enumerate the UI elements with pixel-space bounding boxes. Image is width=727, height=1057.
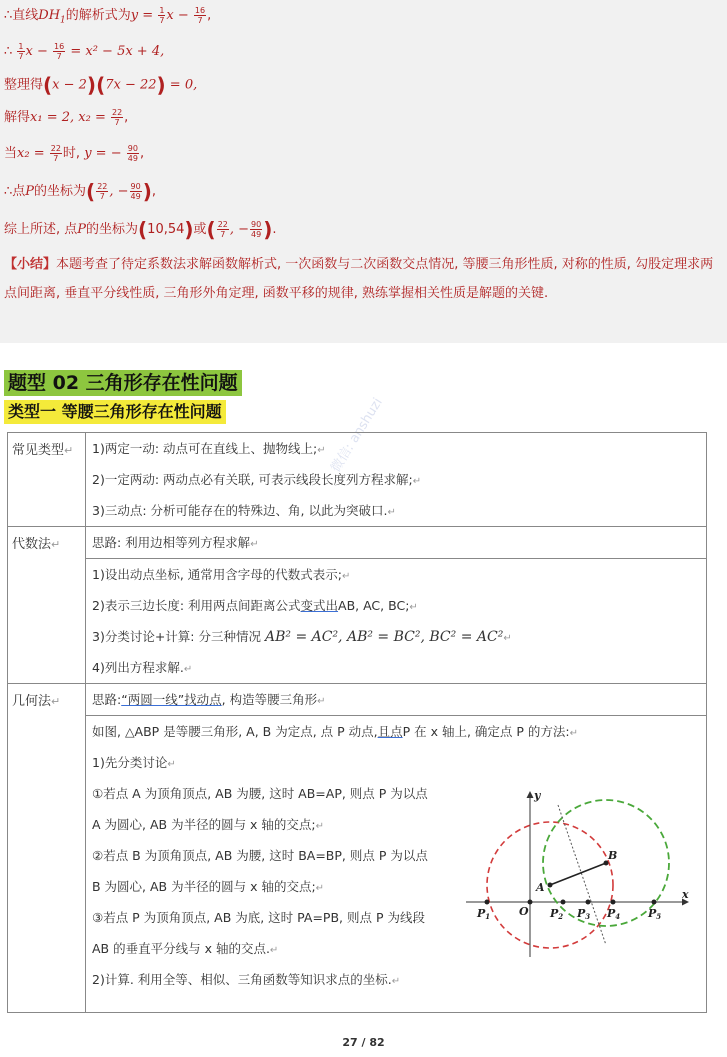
frac-den: 49 xyxy=(251,230,262,239)
item-text: 1)先分类讨论 xyxy=(92,755,168,770)
label-p4-sub: 4 xyxy=(615,912,621,921)
text: ∴直线 xyxy=(4,8,39,23)
label-p5 xyxy=(647,907,661,921)
table-row-algebraic-steps xyxy=(8,559,707,684)
text: , xyxy=(207,8,212,23)
text: 或 xyxy=(193,222,207,237)
row-label: 常见类型↵ xyxy=(8,433,86,527)
idea-line: 思路:“两圆一线”找动点, 构造等腰三角形↵ xyxy=(92,692,326,707)
label-p4-letter: P xyxy=(607,907,616,920)
label-p5-sub: 5 xyxy=(656,912,662,921)
frac-num: 1 xyxy=(159,6,165,15)
math-expr: x₂ = xyxy=(78,110,106,125)
fraction xyxy=(111,108,123,127)
label-o: O xyxy=(519,905,529,918)
item-text: 2)计算. 利用全等、相似、三角函数等知识求点的坐标. xyxy=(92,972,392,987)
item-text: 2)表示三边长度: 利用两点间距离公式 xyxy=(92,598,301,613)
frac-num: 90 xyxy=(130,182,141,191)
list-item: 1)设出动点坐标, 通常用含字母的代数式表示;↵ xyxy=(92,567,351,582)
perpendicular-bisector xyxy=(558,805,606,945)
solution-block xyxy=(0,0,727,343)
point-p1 xyxy=(485,900,490,905)
solution-line-6: ∴点P的坐标为( $\frac{22}{7}$ , − $\frac{90}{49}$ ), xyxy=(4,179,157,204)
solution-line-5 xyxy=(4,144,144,163)
idea-line: 思路: 利用边相等列方程求解↵ xyxy=(92,535,259,550)
frac-num: 22 xyxy=(50,144,61,153)
math-expr: = 0, xyxy=(169,77,198,93)
fraction xyxy=(17,42,24,61)
fraction xyxy=(194,6,206,25)
text: , xyxy=(139,146,145,161)
math-expr: x − 2 xyxy=(52,77,87,93)
summary-tag: 【小结】 xyxy=(4,257,57,272)
item-text: ①若点 A 为顶角顶点, AB 为腰, 这时 AB=AP, 则点 P 为以点 xyxy=(92,786,428,801)
frac-num: 90 xyxy=(251,220,262,229)
page-number: 27 / 82 xyxy=(342,1036,385,1049)
frac-den: 49 xyxy=(127,154,138,163)
label-p5-letter: P xyxy=(648,907,657,920)
underlined-text: 且点 xyxy=(377,724,403,739)
list-item: A 为圆心, AB 为半径的圆与 x 轴的交点;↵ xyxy=(92,817,325,832)
label-p2-letter: P xyxy=(550,907,559,920)
frac-den: 7 xyxy=(114,118,120,127)
isosceles-diagram xyxy=(466,787,696,962)
item-text: AB, AC, BC; xyxy=(338,598,410,613)
list-item: 2)表示三边长度: 利用两点间距离公式变式出AB, AC, BC;↵ xyxy=(92,598,418,613)
solution-line-3: 整理得(x − 2)(7x − 22) = 0, xyxy=(4,73,198,97)
item-text: 1)设出动点坐标, 通常用含字母的代数式表示; xyxy=(92,567,342,582)
label-p2 xyxy=(549,907,563,921)
label-x: x xyxy=(682,888,689,901)
math-expr: y = xyxy=(130,8,154,23)
frac-den: 7 xyxy=(18,52,24,61)
underlined-text: “两圆一线”找动点 xyxy=(121,692,222,707)
label-y: y xyxy=(534,789,541,802)
fraction xyxy=(127,144,139,163)
fraction xyxy=(250,220,262,239)
math-expr: x − xyxy=(166,8,189,23)
label-p1 xyxy=(476,907,490,921)
point-a xyxy=(548,883,553,888)
frac-num: 22 xyxy=(111,108,123,117)
frac-den: 49 xyxy=(130,192,141,201)
text: 的解析式为 xyxy=(65,8,131,23)
text: ∴ xyxy=(4,44,13,59)
item-text: 如图, △ABP 是等腰三角形, A, B 为定点, 点 P 动点, xyxy=(92,724,378,739)
frac-den: 7 xyxy=(56,52,62,61)
label-b: B xyxy=(608,849,618,862)
row-label: 代数法↵ xyxy=(8,527,86,684)
text: 综上所述, 点 xyxy=(4,222,78,237)
math-var: P xyxy=(77,222,87,237)
math-expr: , − xyxy=(109,184,129,199)
list-item: AB 的垂直平分线与 x 轴的交点.↵ xyxy=(92,941,279,956)
label-p4 xyxy=(606,907,620,921)
list-item: 1)先分类讨论↵ xyxy=(92,755,176,770)
math-sub: 1 xyxy=(60,15,66,26)
table-row-algebraic-idea xyxy=(8,527,707,559)
list-item: B 为圆心, AB 为半径的圆与 x 轴的交点;↵ xyxy=(92,879,325,894)
item-text: 4)列出方程求解. xyxy=(92,660,184,675)
math-expr: x₂ = xyxy=(17,146,45,161)
solution-line-1 xyxy=(4,6,211,30)
label-p3-sub: 3 xyxy=(585,912,591,921)
list-item: 1)两定一动: 动点可在直线上、抛物线上;↵ xyxy=(92,441,326,456)
fraction xyxy=(53,42,65,61)
text: 解得 xyxy=(4,110,31,125)
row-content xyxy=(86,559,707,684)
item-text: 思路: 利用边相等列方程求解 xyxy=(92,535,251,550)
label-text: 几何法 xyxy=(12,694,52,709)
text: 时, xyxy=(62,146,81,161)
list-item: 4)列出方程求解.↵ xyxy=(92,660,193,675)
text: 当 xyxy=(4,146,18,161)
fraction xyxy=(158,6,165,25)
list-item: 3)分类讨论+计算: 分三种情况 AB² = AC², AB² = BC², BC² = AC²↵ xyxy=(92,629,512,645)
frac-num: 1 xyxy=(18,42,24,51)
list-item: 如图, △ABP 是等腰三角形, A, B 为定点, 点 P 动点,且点P 在 x 轴上, 确定点 P 的方法:↵ xyxy=(92,724,579,739)
item-text: ③若点 P 为顶角顶点, AB 为底, 这时 PA=PB, 则点 P 为线段 xyxy=(92,910,425,925)
frac-num: 22 xyxy=(97,182,108,191)
label-p3 xyxy=(576,907,590,921)
summary-text: 本题考查了待定系数法求解函数解析式, 一次函数与二次函数交点情况, 等腰三角形性质, 对称的性质, 勾股定理求两点间距离, 垂直平分线性质, 三角形外角定理, 函数平移的规律, 熟练掌握相关性质是解题的关键. xyxy=(4,257,714,301)
item-text: 3)分类讨论+计算: 分三种情况 xyxy=(92,629,261,644)
math-expr: = x² − 5x + 4, xyxy=(70,44,165,59)
item-text: AB 的垂直平分线与 x 轴的交点. xyxy=(92,941,270,956)
math-expr: y = − xyxy=(84,146,122,161)
solution-line-7: 综上所述, 点P的坐标为(10,54)或( $\frac{22}{7}$ , − $\frac{90}{49}$ ). xyxy=(4,217,277,242)
math-var: DH xyxy=(38,8,61,23)
fraction xyxy=(50,144,62,163)
fraction xyxy=(96,182,108,201)
point-o xyxy=(528,900,533,905)
item-text: , 构造等腰三角形 xyxy=(221,692,318,707)
point-p4 xyxy=(611,900,616,905)
math-expr: , − xyxy=(229,222,250,237)
label-p1-letter: P xyxy=(477,907,486,920)
math-expr: 7x − 22 xyxy=(105,77,157,93)
item-text: 思路: xyxy=(92,692,122,707)
text: 的坐标为 xyxy=(34,184,87,199)
row-content xyxy=(86,684,707,716)
table-row-geometric-idea xyxy=(8,684,707,716)
formula: AB² = AC², AB² = BC², BC² = AC² xyxy=(264,629,504,645)
label-text: 常见类型 xyxy=(12,443,65,458)
row-content xyxy=(86,527,707,559)
label-a: A xyxy=(536,881,545,894)
point-p2 xyxy=(561,900,566,905)
segment-ab xyxy=(550,863,606,885)
frac-den: 7 xyxy=(53,154,59,163)
frac-num: 16 xyxy=(54,42,65,51)
label-p3-letter: P xyxy=(577,907,586,920)
frac-den: 7 xyxy=(159,16,165,25)
summary-paragraph xyxy=(4,250,722,308)
section-heading: 题型 02 三角形存在性问题 xyxy=(4,370,242,396)
watermark: 微信: anshuzi xyxy=(328,395,386,476)
math-expr: x₁ = 2, xyxy=(30,110,75,125)
text: . xyxy=(272,222,277,237)
text: , xyxy=(151,184,157,199)
item-text: B 为圆心, AB 为半径的圆与 x 轴的交点; xyxy=(92,879,316,894)
label-text: 代数法 xyxy=(12,537,52,552)
solution-line-2 xyxy=(4,42,164,61)
subsection-heading: 类型一 等腰三角形存在性问题 xyxy=(4,400,226,424)
math-expr: x − xyxy=(25,44,48,59)
frac-den: 7 xyxy=(220,230,226,239)
fraction xyxy=(217,220,229,239)
item-text: 1)两定一动: 动点可在直线上、抛物线上; xyxy=(92,441,318,456)
item-text: P 在 x 轴上, 确定点 P 的方法: xyxy=(402,724,570,739)
row-label: 几何法↵ xyxy=(8,684,86,1013)
frac-num: 16 xyxy=(194,6,206,15)
text: 整理得 xyxy=(4,77,44,93)
point-p3 xyxy=(586,900,591,905)
list-item: 3)三动点: 分析可能存在的特殊边、角, 以此为突破口.↵ xyxy=(92,503,396,518)
label-p2-sub: 2 xyxy=(558,912,564,921)
label-p1-sub: 1 xyxy=(485,912,491,921)
table-row-common-types xyxy=(8,433,707,527)
point-p5 xyxy=(652,900,657,905)
item-text: 2)一定两动: 两动点必有关联, 可表示线段长度列方程求解; xyxy=(92,472,413,487)
row-content xyxy=(86,433,707,527)
math-expr: 10,54 xyxy=(147,222,185,237)
text: 的坐标为 xyxy=(86,222,139,237)
text: , xyxy=(124,110,129,125)
frac-num: 22 xyxy=(217,220,228,229)
item-text: A 为圆心, AB 为半径的圆与 x 轴的交点; xyxy=(92,817,316,832)
item-text: 3)三动点: 分析可能存在的特殊边、角, 以此为突破口. xyxy=(92,503,388,518)
frac-num: 90 xyxy=(127,144,138,153)
text: ∴点 xyxy=(4,184,26,199)
underlined-text: 变式出 xyxy=(300,598,339,613)
list-item: 2)一定两动: 两动点必有关联, 可表示线段长度列方程求解;↵ xyxy=(92,472,422,487)
frac-den: 7 xyxy=(99,192,105,201)
list-item: 2)计算. 利用全等、相似、三角函数等知识求点的坐标.↵ xyxy=(92,972,401,987)
solution-line-4 xyxy=(4,108,128,127)
math-var: P xyxy=(25,184,35,199)
frac-den: 7 xyxy=(197,16,203,25)
item-text: ②若点 B 为顶角顶点, AB 为腰, 这时 BA=BP, 则点 P 为以点 xyxy=(92,848,428,863)
fraction xyxy=(130,182,142,201)
